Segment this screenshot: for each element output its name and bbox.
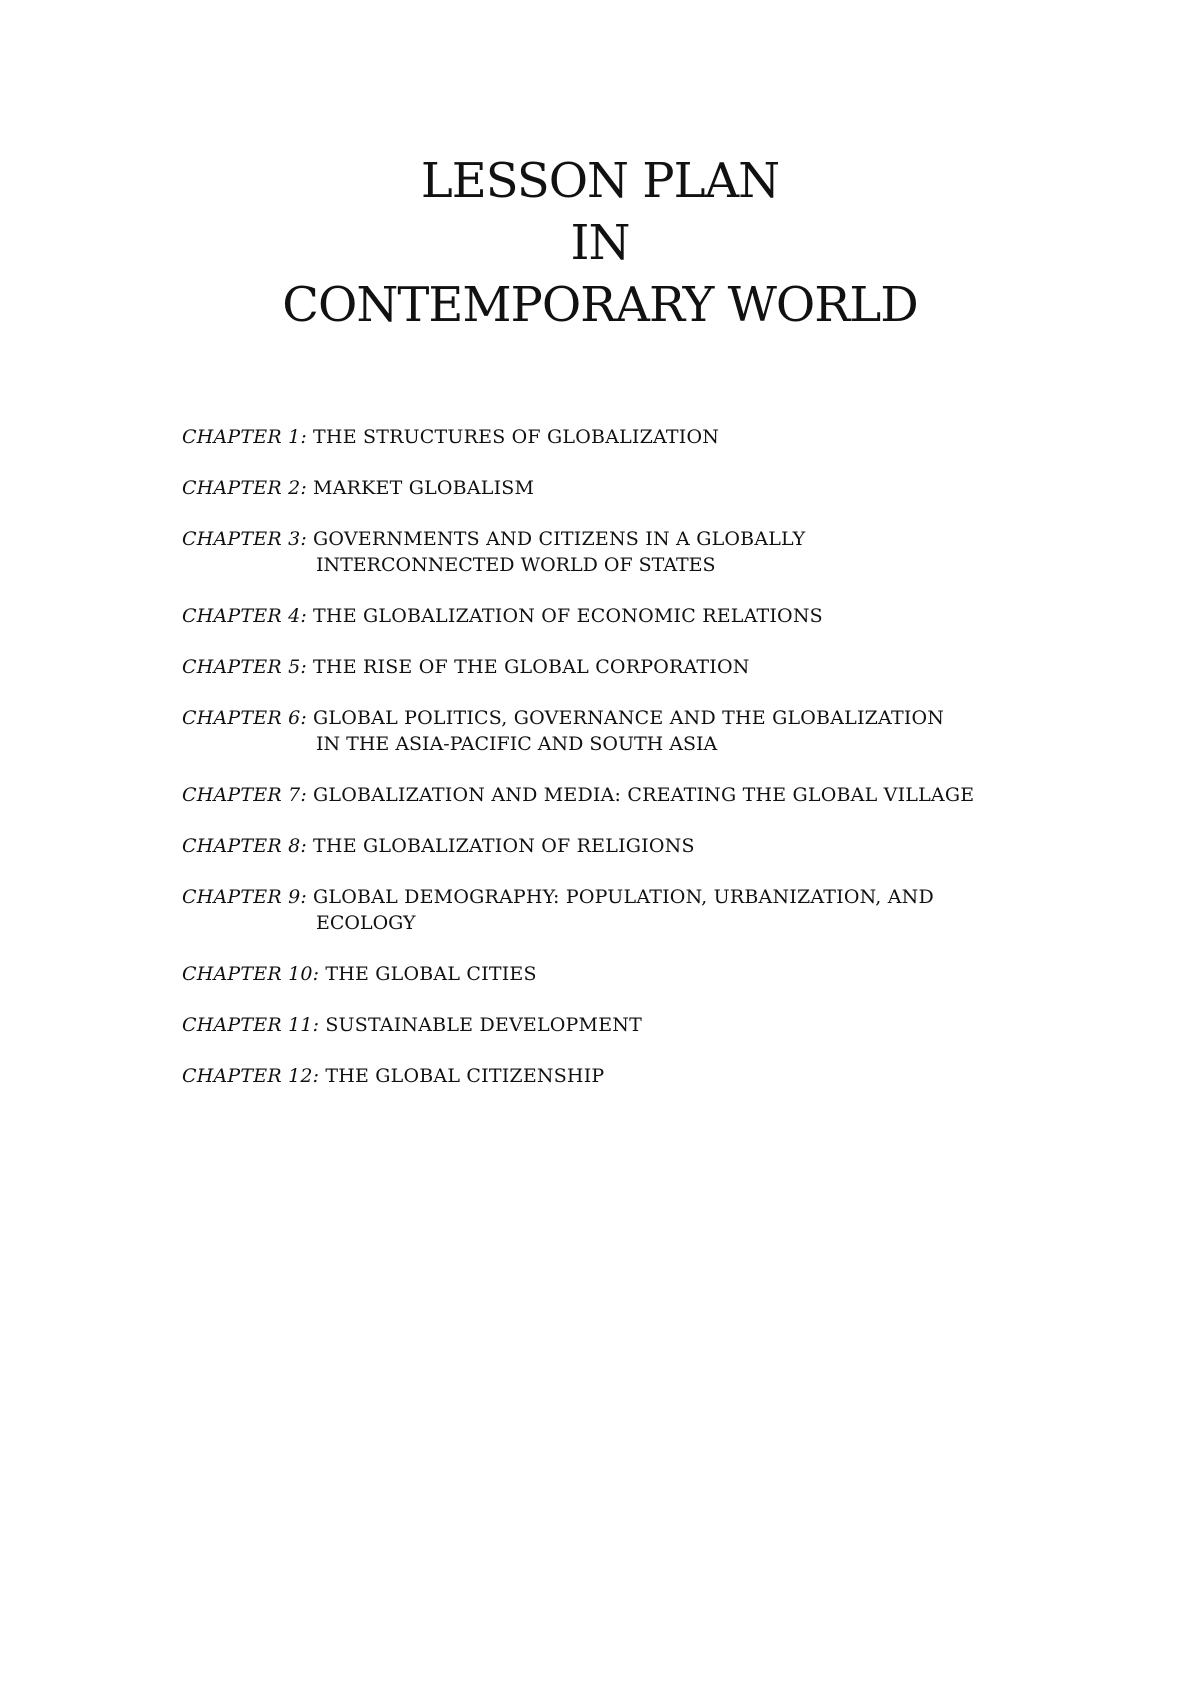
chapter-title: GOVERNMENTS AND CITIZENS IN A GLOBALLY xyxy=(313,528,806,550)
title-line-1: LESSON PLAN xyxy=(420,153,780,209)
chapter-label: CHAPTER 3: xyxy=(182,528,307,550)
chapter-11 xyxy=(182,1012,1082,1038)
chapter-title: THE GLOBAL CITIES xyxy=(325,963,537,985)
chapter-list xyxy=(182,424,1082,1114)
chapter-title: GLOBALIZATION AND MEDIA: CREATING THE GLOBAL VILLAGE xyxy=(313,784,975,806)
chapter-title: MARKET GLOBALISM xyxy=(313,477,535,499)
chapter-title-continuation: IN THE ASIA-PACIFIC AND SOUTH ASIA xyxy=(316,733,718,755)
chapter-6 xyxy=(182,705,1082,757)
chapter-8 xyxy=(182,833,1082,859)
chapter-9 xyxy=(182,884,1082,936)
chapter-label: CHAPTER 5: xyxy=(182,656,307,678)
chapter-4 xyxy=(182,603,1082,629)
chapter-title-continuation: ECOLOGY xyxy=(316,912,416,934)
chapter-3 xyxy=(182,526,1082,578)
chapter-label: CHAPTER 9: xyxy=(182,886,307,908)
chapter-title: THE GLOBALIZATION OF ECONOMIC RELATIONS xyxy=(313,605,823,627)
chapter-10 xyxy=(182,961,1082,987)
chapter-7 xyxy=(182,782,1082,808)
chapter-title: SUSTAINABLE DEVELOPMENT xyxy=(325,1014,642,1036)
chapter-title: GLOBAL DEMOGRAPHY: POPULATION, URBANIZATION, AND xyxy=(313,886,934,908)
chapter-label: CHAPTER 7: xyxy=(182,784,307,806)
document-title xyxy=(0,150,1200,336)
chapter-label: CHAPTER 12: xyxy=(182,1065,320,1087)
chapter-12 xyxy=(182,1063,1082,1089)
chapter-label: CHAPTER 4: xyxy=(182,605,307,627)
title-line-2: IN xyxy=(570,215,630,271)
title-line-3: CONTEMPORARY WORLD xyxy=(282,277,918,333)
chapter-title: GLOBAL POLITICS, GOVERNANCE AND THE GLOBALIZATION xyxy=(313,707,945,729)
chapter-title: THE STRUCTURES OF GLOBALIZATION xyxy=(313,426,720,448)
chapter-title-continuation: INTERCONNECTED WORLD OF STATES xyxy=(316,554,716,576)
chapter-label: CHAPTER 10: xyxy=(182,963,320,985)
chapter-1 xyxy=(182,424,1082,450)
chapter-title: THE GLOBALIZATION OF RELIGIONS xyxy=(313,835,695,857)
chapter-label: CHAPTER 8: xyxy=(182,835,307,857)
chapter-label: CHAPTER 6: xyxy=(182,707,307,729)
chapter-title: THE RISE OF THE GLOBAL CORPORATION xyxy=(313,656,750,678)
chapter-label: CHAPTER 11: xyxy=(182,1014,320,1036)
chapter-label: CHAPTER 2: xyxy=(182,477,307,499)
chapter-title: THE GLOBAL CITIZENSHIP xyxy=(325,1065,605,1087)
chapter-label: CHAPTER 1: xyxy=(182,426,307,448)
chapter-5 xyxy=(182,654,1082,680)
chapter-2 xyxy=(182,475,1082,501)
